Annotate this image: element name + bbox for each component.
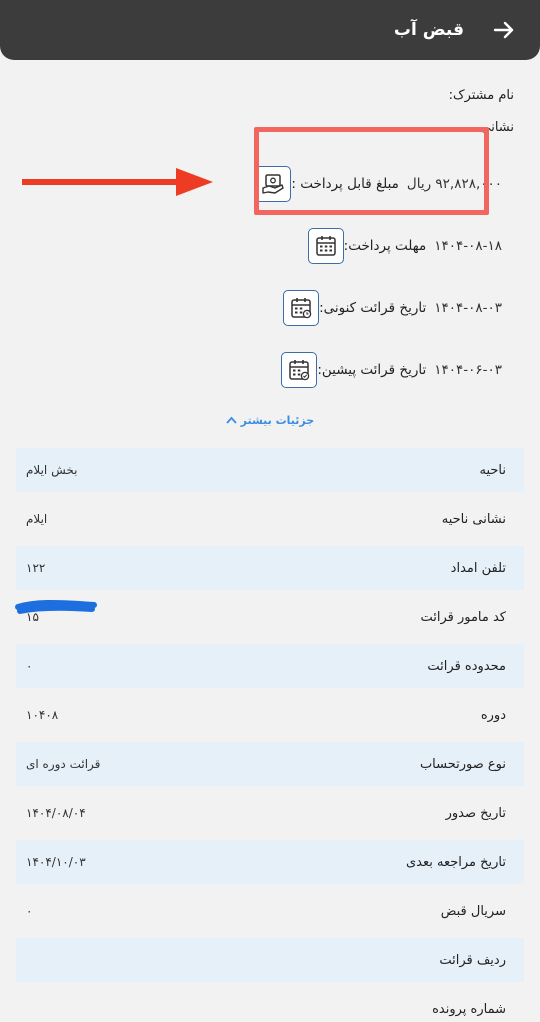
detail-value: ۰ (26, 904, 33, 918)
detail-value: ۱۴۰۴/۰۸/۰۴ (26, 806, 86, 820)
detail-row (16, 693, 524, 737)
detail-label: تلفن امداد (450, 560, 506, 576)
amount-value: ۹۲,۸۲۸,۰۰۰ ریال (406, 176, 502, 192)
due-date-label: مهلت پرداخت: (343, 238, 427, 254)
detail-row (16, 644, 524, 688)
previous-reading-label: تاریخ قرائت پیشین: (317, 362, 427, 378)
detail-row (16, 987, 524, 1022)
annotation-highlight-box (254, 127, 489, 215)
detail-row (16, 840, 524, 884)
detail-row (16, 938, 524, 982)
chevron-up-icon (226, 415, 237, 428)
subscriber-name-label: نام مشترک: (448, 88, 514, 103)
detail-value: بخش ایلام (26, 463, 78, 477)
detail-value: ۱۰۴۰۸ (26, 708, 59, 722)
detail-row (16, 791, 524, 835)
current-reading-value: ۱۴۰۴-۰۸-۰۳ (434, 300, 502, 316)
detail-label: محدوده قرائت (427, 658, 506, 674)
calendar-icon (308, 228, 344, 264)
detail-label: ردیف قرائت (439, 952, 506, 968)
calendar-clock-icon (283, 290, 319, 326)
detail-label: ناحیه (479, 462, 506, 478)
address-label: نشانی (480, 120, 514, 135)
calendar-check-icon (281, 352, 317, 388)
detail-label: کد مامور قرائت (420, 609, 506, 625)
detail-row (16, 497, 524, 541)
app-header (0, 0, 540, 60)
detail-label: تاریخ صدور (445, 805, 506, 821)
amount-label: مبلغ قابل پرداخت : (291, 176, 399, 192)
detail-label: تاریخ مراجعه بعدی (405, 854, 506, 870)
annotation-arrow-icon (22, 165, 214, 199)
redaction-scribble (14, 598, 100, 620)
detail-label: دوره (480, 707, 506, 723)
previous-reading-value: ۱۴۰۴-۰۶-۰۳ (434, 362, 502, 378)
detail-label: نشانی ناحیه (441, 511, 506, 527)
detail-value: ۱۵ (26, 610, 39, 624)
detail-row (16, 889, 524, 933)
detail-value: قرائت دوره ای (26, 757, 101, 771)
detail-value: ۱۴۰۴/۱۰/۰۳ (26, 855, 86, 869)
detail-row (16, 742, 524, 786)
detail-row (16, 448, 524, 492)
arrow-right-icon (493, 19, 515, 41)
detail-value: ۰ (26, 659, 33, 673)
detail-value: ۱۲۲ (26, 561, 46, 575)
detail-label: شماره پرونده (432, 1001, 506, 1017)
current-reading-row (283, 288, 510, 328)
more-details-toggle[interactable] (0, 414, 540, 428)
due-date-value: ۱۴۰۴-۰۸-۱۸ (434, 238, 502, 254)
more-details-label: جزئیات بیشتر (240, 414, 315, 427)
detail-label: نوع صورتحساب (419, 756, 506, 772)
page-title: قبض آب (393, 20, 464, 40)
previous-reading-row (281, 350, 510, 390)
current-reading-label: تاریخ قرائت کنونی: (319, 300, 427, 316)
detail-value: ایلام (26, 512, 48, 526)
back-button[interactable] (490, 16, 518, 44)
detail-label: سریال قبض (440, 903, 506, 919)
detail-row (16, 546, 524, 590)
due-date-row (308, 226, 510, 266)
